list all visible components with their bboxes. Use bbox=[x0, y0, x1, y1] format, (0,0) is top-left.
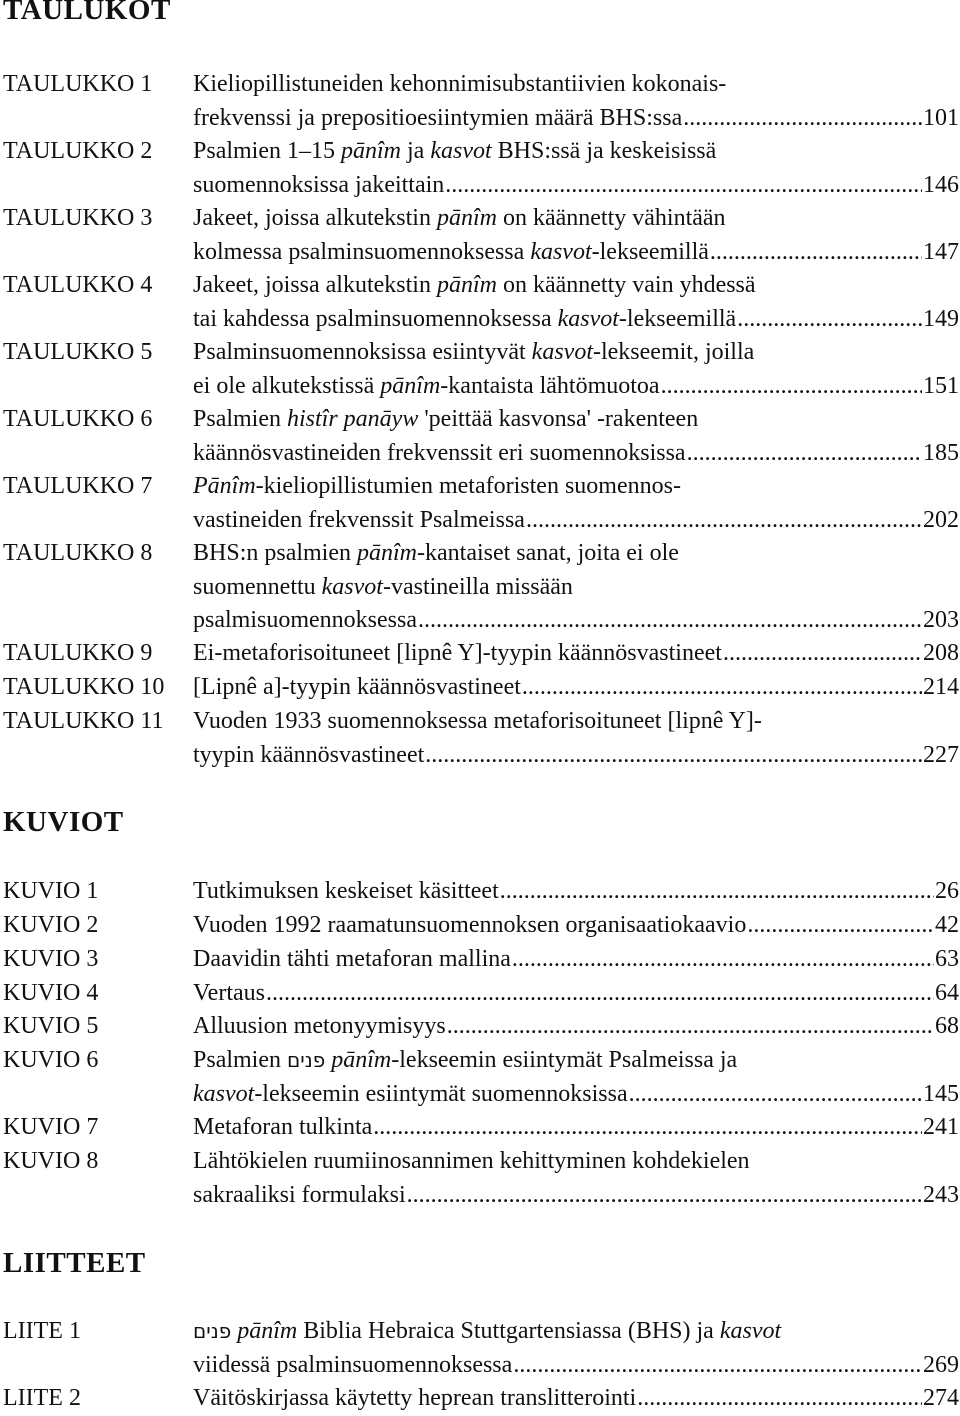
italic-term: pānîm bbox=[341, 138, 401, 164]
toc-entry-label: TAULUKKO 8 bbox=[3, 540, 153, 566]
toc-entry-line bbox=[193, 604, 959, 638]
page-number: 101 bbox=[923, 104, 959, 131]
text-run: Lähtökielen ruumiinosannimen kehittyminen kohdekielen bbox=[193, 1148, 750, 1174]
text-run: Psalmien bbox=[193, 1047, 287, 1073]
dot-leader bbox=[418, 604, 922, 638]
text-run: tai kahdessa psalminsuomennoksessa bbox=[193, 305, 558, 332]
text-run: on käännetty vähintään bbox=[496, 205, 726, 231]
page-number: 145 bbox=[923, 1080, 959, 1107]
toc-entry-line-text bbox=[193, 671, 521, 705]
dot-leader bbox=[629, 1078, 922, 1112]
toc-entry-label: KUVIO 1 bbox=[3, 878, 99, 904]
toc-entry-label: LIITE 1 bbox=[3, 1318, 81, 1344]
toc-entry-line bbox=[193, 403, 959, 437]
toc-entry-line bbox=[193, 1145, 959, 1179]
toc-entry-title bbox=[193, 909, 959, 943]
toc-entry-line bbox=[193, 68, 959, 102]
toc-entry-line bbox=[193, 977, 959, 1011]
dot-leader bbox=[526, 504, 922, 538]
dot-leader bbox=[445, 169, 922, 203]
page-number: 243 bbox=[923, 1181, 959, 1208]
toc-entry-title bbox=[193, 705, 959, 772]
text-run: suomennoksissa jakeittain bbox=[193, 171, 445, 198]
toc-entry-line bbox=[193, 236, 959, 270]
toc-entry-line bbox=[193, 537, 959, 571]
text-run: vastineiden frekvenssit Psalmeissa bbox=[193, 506, 525, 533]
toc-entry-line bbox=[193, 470, 959, 504]
text-run: tyypin käännösvastineet bbox=[193, 741, 425, 768]
toc-entry-title bbox=[193, 1010, 959, 1044]
toc-entry-label: TAULUKKO 11 bbox=[3, 708, 164, 734]
text-run: Psalminsuomennoksissa esiintyvät bbox=[193, 339, 532, 365]
text-run: Alluusion metonyymisyys bbox=[193, 1013, 446, 1039]
page-number: 227 bbox=[923, 741, 959, 768]
text-run: Metaforan tulkinta bbox=[193, 1114, 373, 1140]
text-run: on käännetty vain yhdessä bbox=[496, 272, 756, 298]
page-number: 202 bbox=[923, 506, 959, 533]
italic-term: pānîm bbox=[237, 1318, 298, 1344]
dot-leader bbox=[710, 236, 922, 270]
toc-entry-line-text bbox=[193, 739, 424, 773]
toc-entry-line bbox=[193, 437, 959, 471]
toc-entry-line-text bbox=[193, 909, 746, 943]
toc-entry-line bbox=[193, 739, 959, 773]
toc-entry-label: LIITE 2 bbox=[3, 1385, 81, 1411]
text-run: -lekseemit, joilla bbox=[592, 339, 755, 365]
italic-term: kasvot bbox=[193, 1080, 255, 1107]
dot-leader bbox=[500, 875, 934, 909]
text-run: Jakeet, joissa alkutekstin bbox=[193, 272, 437, 298]
toc-entry-label: TAULUKKO 4 bbox=[3, 272, 153, 298]
toc-entry-line bbox=[193, 370, 959, 404]
text-run: [Lipnê a]-tyypin käännösvastineet bbox=[193, 674, 521, 700]
text-run: 'peittää kasvonsa' -rakenteen bbox=[418, 406, 699, 432]
section-heading-taulukot: TAULUKOT bbox=[3, 0, 171, 26]
toc-entry-line-text bbox=[193, 1382, 636, 1416]
page-number: 147 bbox=[923, 238, 959, 265]
dot-leader bbox=[373, 1111, 922, 1145]
toc-entry-line bbox=[193, 135, 959, 169]
text-run: frekvenssi ja prepositioesiintymien määrä BHS:ssa bbox=[193, 104, 683, 131]
text-run: -lekseemillä bbox=[618, 305, 737, 332]
dot-leader bbox=[407, 1179, 922, 1213]
dot-leader bbox=[637, 1382, 922, 1416]
text-run: viidessä psalminsuomennoksessa bbox=[193, 1351, 513, 1378]
text-run: suomennettu bbox=[193, 573, 322, 600]
toc-entry-label: TAULUKKO 5 bbox=[3, 339, 153, 365]
toc-entry-line-text bbox=[193, 977, 265, 1011]
toc-entry-title bbox=[193, 1044, 959, 1111]
text-run: Tutkimuksen keskeiset käsitteet bbox=[193, 878, 499, 904]
toc-entry-title bbox=[193, 671, 959, 705]
toc-entry-label: KUVIO 6 bbox=[3, 1047, 99, 1073]
toc-entry-line-text bbox=[193, 604, 417, 638]
italic-term: kasvot bbox=[321, 573, 383, 600]
toc-entry-label: KUVIO 2 bbox=[3, 912, 99, 938]
section-heading-kuviot: KUVIOT bbox=[3, 806, 124, 838]
dot-leader bbox=[513, 1349, 922, 1383]
text-run: Väitöskirjassa käytetty heprean translitterointi bbox=[193, 1385, 637, 1411]
text-run: sakraaliksi formulaksi bbox=[193, 1181, 406, 1208]
dot-leader bbox=[747, 909, 934, 943]
italic-term: pānîm bbox=[436, 272, 497, 298]
text-run: -lekseemin esiintymät Psalmeissa ja bbox=[391, 1047, 738, 1073]
toc-entry-line bbox=[193, 1179, 959, 1213]
text-run: -lekseemillä bbox=[591, 238, 709, 265]
text-run: Vuoden 1933 suomennoksessa metaforisoituneet [lipnê Y]- bbox=[193, 708, 762, 734]
italic-term: kasvot bbox=[557, 305, 619, 332]
page-number: 269 bbox=[923, 1351, 959, 1378]
toc-entry-title bbox=[193, 336, 959, 403]
toc-entry-label: TAULUKKO 9 bbox=[3, 640, 153, 666]
toc-entry-line bbox=[193, 336, 959, 370]
text-run: käännösvastineiden frekvenssit eri suomennoksissa bbox=[193, 439, 686, 466]
toc-entry-line-text bbox=[193, 303, 736, 337]
page-number: 185 bbox=[923, 439, 959, 466]
toc-entry-title bbox=[193, 637, 959, 671]
toc-entry-line bbox=[193, 1315, 959, 1349]
text-run: Psalmien bbox=[193, 406, 287, 432]
italic-term: kasvot bbox=[719, 1318, 782, 1344]
text-run: kolmessa psalminsuomennoksessa bbox=[193, 238, 531, 265]
toc-entry-title bbox=[193, 1111, 959, 1145]
toc-entry-title bbox=[193, 537, 959, 638]
text-run: -kieliopillistumien metaforisten suomennos- bbox=[255, 473, 681, 499]
toc-entry-title bbox=[193, 977, 959, 1011]
toc-entry-label: KUVIO 3 bbox=[3, 946, 99, 972]
text-run: BHS:n psalmien bbox=[193, 540, 358, 566]
toc-entry-line-text bbox=[193, 236, 709, 270]
text-run: ja bbox=[401, 138, 431, 164]
toc-entry-label: TAULUKKO 1 bbox=[3, 71, 153, 97]
italic-term: kasvot bbox=[531, 339, 593, 365]
dot-leader bbox=[683, 102, 922, 136]
toc-entry-title bbox=[193, 68, 959, 135]
dot-leader bbox=[737, 303, 922, 337]
toc-entry-label: TAULUKKO 3 bbox=[3, 205, 153, 231]
text-run: Vertaus bbox=[193, 980, 265, 1006]
dot-leader bbox=[447, 1010, 934, 1044]
toc-entry-title bbox=[193, 943, 959, 977]
toc-entry-title bbox=[193, 1382, 959, 1416]
hebrew-word: פנים bbox=[193, 1319, 232, 1343]
toc-entry-line bbox=[193, 1349, 959, 1383]
hebrew-word: פנים bbox=[287, 1048, 326, 1072]
toc-entry-label: TAULUKKO 6 bbox=[3, 406, 153, 432]
toc-entry-line bbox=[193, 202, 959, 236]
toc-entry-line bbox=[193, 303, 959, 337]
toc-entry-title bbox=[193, 202, 959, 269]
toc-entry-label: KUVIO 7 bbox=[3, 1114, 99, 1140]
toc-entry-label: KUVIO 8 bbox=[3, 1148, 99, 1174]
toc-entry-line bbox=[193, 943, 959, 977]
text-run: psalmisuomennoksessa bbox=[193, 607, 417, 633]
toc-entry-title bbox=[193, 1315, 959, 1382]
italic-term: pānîm bbox=[380, 372, 441, 399]
toc-entry-line bbox=[193, 504, 959, 538]
italic-term: kasvot bbox=[530, 238, 592, 265]
text-run: -vastineilla missään bbox=[382, 573, 573, 600]
page-number: 146 bbox=[923, 171, 959, 198]
page-number: 68 bbox=[935, 1013, 959, 1039]
text-run: -kantaista lähtömuotoa bbox=[440, 372, 660, 399]
dot-leader bbox=[687, 437, 922, 471]
toc-entry-line-text bbox=[193, 504, 525, 538]
dot-leader bbox=[425, 739, 922, 773]
italic-term: pānîm bbox=[331, 1047, 392, 1073]
toc-entry-line bbox=[193, 1111, 959, 1145]
page-number: 208 bbox=[923, 640, 959, 666]
toc-entry-line bbox=[193, 169, 959, 203]
toc-entry-line-text bbox=[193, 370, 660, 404]
toc-entry-line bbox=[193, 1382, 959, 1416]
dot-leader bbox=[522, 671, 922, 705]
toc-entry-line bbox=[193, 909, 959, 943]
toc-entry-line-text bbox=[193, 1111, 372, 1145]
section-heading-liitteet: LIITTEET bbox=[3, 1247, 146, 1279]
italic-term: Pānîm bbox=[193, 473, 256, 499]
page-number: 64 bbox=[935, 980, 959, 1006]
dot-leader bbox=[266, 977, 934, 1011]
toc-entry-line-text bbox=[193, 1349, 512, 1383]
toc-entry-title bbox=[193, 470, 959, 537]
text-run: -kantaiset sanat, joita ei ole bbox=[417, 540, 679, 566]
toc-entry-line bbox=[193, 671, 959, 705]
italic-term: pānîm bbox=[357, 540, 418, 566]
toc-entry-label: KUVIO 4 bbox=[3, 980, 99, 1006]
toc-entry-line bbox=[193, 571, 959, 605]
page-number: 241 bbox=[923, 1114, 959, 1140]
text-run: Ei-metaforisoituneet [lipnê Y]-tyypin käännösvastineet bbox=[193, 640, 722, 666]
toc-entry-line bbox=[193, 102, 959, 136]
page-number: 214 bbox=[923, 674, 959, 700]
dot-leader bbox=[512, 943, 934, 977]
toc-entry-label: KUVIO 5 bbox=[3, 1013, 99, 1039]
toc-entry-line bbox=[193, 269, 959, 303]
toc-entry-title bbox=[193, 403, 959, 470]
toc-entry-line bbox=[193, 705, 959, 739]
toc-entry-title bbox=[193, 135, 959, 202]
toc-entry-line bbox=[193, 637, 959, 671]
toc-entry-label: TAULUKKO 7 bbox=[3, 473, 153, 499]
page-number: 203 bbox=[923, 607, 959, 633]
toc-entry-line-text bbox=[193, 169, 444, 203]
italic-term: pānîm bbox=[436, 205, 497, 231]
text-run: Biblia Hebraica Stuttgartensiassa (BHS) ja bbox=[297, 1318, 720, 1344]
page-number: 26 bbox=[935, 878, 959, 904]
text-run: -lekseemin esiintymät suomennoksissa bbox=[254, 1080, 628, 1107]
toc-entry-line-text bbox=[193, 437, 686, 471]
text-run: BHS:ssä ja keskeisissä bbox=[491, 138, 717, 164]
toc-entry-line bbox=[193, 875, 959, 909]
text-run: Psalmien 1–15 bbox=[193, 138, 341, 164]
toc-entry-title bbox=[193, 1145, 959, 1212]
toc-entry-line bbox=[193, 1078, 959, 1112]
text-run: Kieliopillistuneiden kehonnimisubstantiivien kokonais- bbox=[193, 71, 727, 97]
toc-entry-title bbox=[193, 269, 959, 336]
toc-entry-line-text bbox=[193, 1010, 446, 1044]
italic-term: kasvot bbox=[430, 138, 492, 164]
text-run: Jakeet, joissa alkutekstin bbox=[193, 205, 437, 231]
toc-entry-line-text bbox=[193, 102, 682, 136]
text-run: ei ole alkutekstissä bbox=[193, 372, 381, 399]
toc-entry-title bbox=[193, 875, 959, 909]
text-run: Vuoden 1992 raamatunsuomennoksen organisaatiokaavio bbox=[193, 912, 747, 938]
page-number: 274 bbox=[923, 1385, 959, 1411]
page-number: 42 bbox=[935, 912, 959, 938]
toc-entry-line-text bbox=[193, 875, 499, 909]
page-number: 63 bbox=[935, 946, 959, 972]
toc-entry-line bbox=[193, 1010, 959, 1044]
toc-entry-line-text bbox=[193, 637, 722, 671]
toc-entry-line bbox=[193, 1044, 959, 1078]
toc-entry-line-text bbox=[193, 1179, 406, 1213]
italic-term: histîr panāyw bbox=[287, 406, 419, 432]
page-number: 149 bbox=[923, 305, 959, 332]
toc-entry-label: TAULUKKO 2 bbox=[3, 138, 153, 164]
text-run: Daavidin tähti metaforan mallina bbox=[193, 946, 511, 972]
toc-entry-label: TAULUKKO 10 bbox=[3, 674, 165, 700]
toc-entry-line-text bbox=[193, 1078, 628, 1112]
dot-leader bbox=[723, 637, 922, 671]
page-number: 151 bbox=[923, 372, 959, 399]
dot-leader bbox=[661, 370, 922, 404]
toc-entry-line-text bbox=[193, 943, 511, 977]
